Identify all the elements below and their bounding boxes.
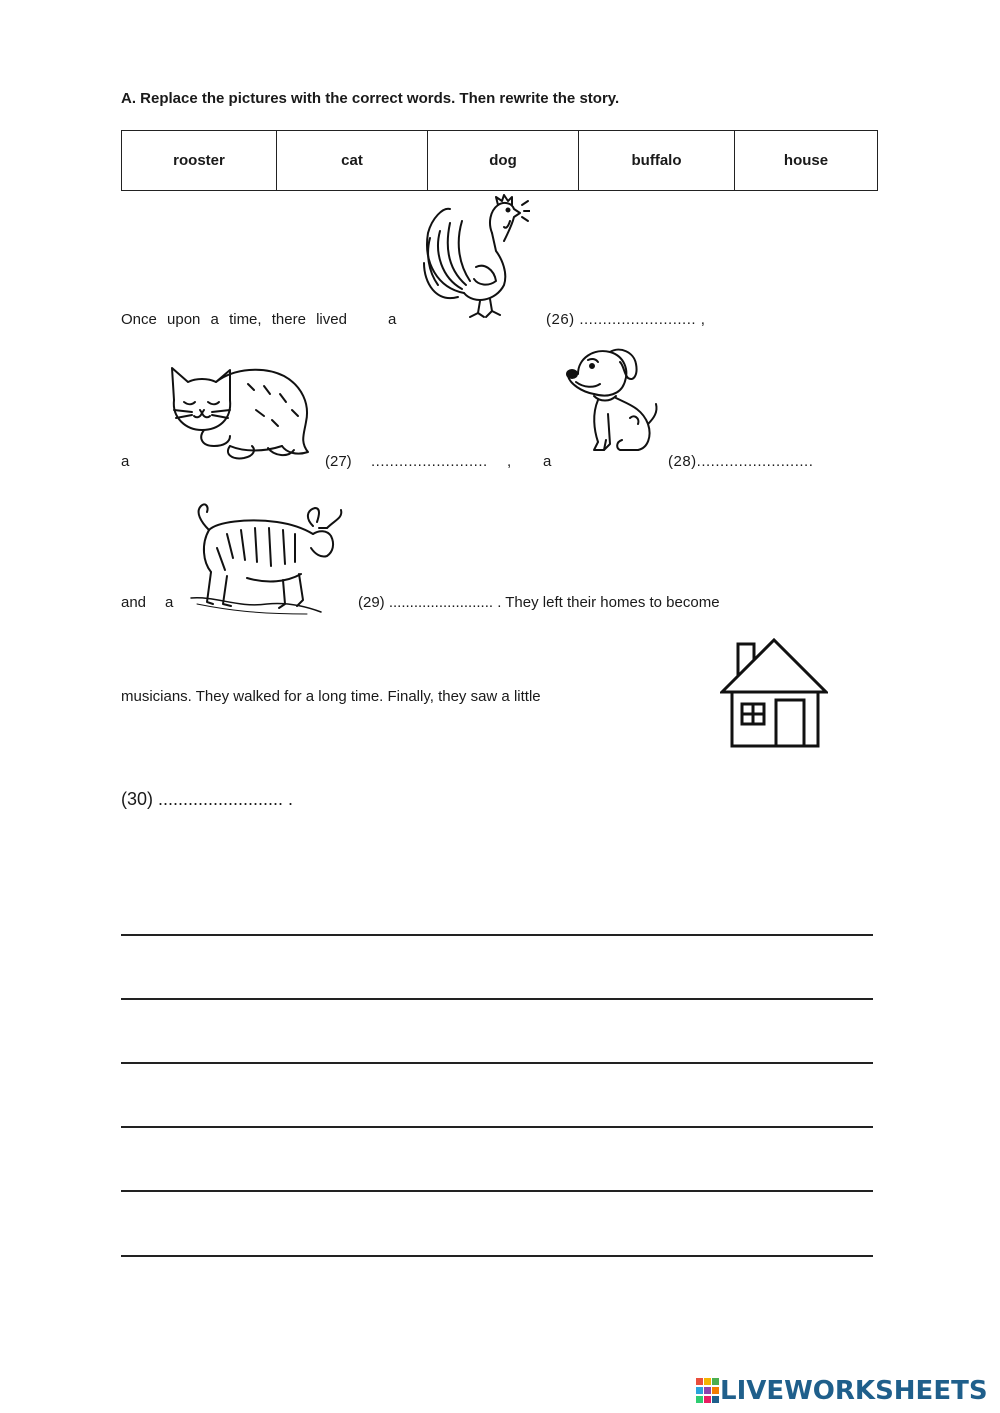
article-a: a [165,594,174,611]
writing-line[interactable] [121,1190,873,1192]
house-picture [720,638,828,748]
writing-line[interactable] [121,1255,873,1257]
story-line-4: musicians. They walked for a long time. Finally, they saw a little [121,688,541,705]
cat-picture [164,360,312,464]
answer-blank-27[interactable]: ......................... [371,453,488,470]
brand-name: LIVEWORKSHEETS [720,1376,988,1406]
liveworksheets-logo [696,1376,988,1406]
word-bank-cell: buffalo [579,131,735,191]
logo-blocks-icon [696,1378,720,1404]
writing-line[interactable] [121,1062,873,1064]
answer-blank-30[interactable]: (30) ......................... . [121,789,294,809]
dog-picture [564,344,660,456]
article-a: a [388,311,397,328]
writing-line[interactable] [121,1126,873,1128]
word-bank-cell: rooster [122,131,277,191]
instruction-heading: A. Replace the pictures with the correct words. Then rewrite the story. [121,90,620,107]
writing-line[interactable] [121,998,873,1000]
rooster-picture [418,193,530,319]
answer-blank-28[interactable]: (28)......................... [668,453,814,470]
question-number-27: (27) [325,453,352,470]
story-line-1: Once upon a time, there lived [121,311,347,328]
comma: , [507,453,512,470]
answer-blank-26[interactable]: (26) ......................... , [546,311,706,328]
answer-blank-29-line[interactable]: (29) ......................... . They left their homes to become [358,594,720,611]
conjunction-and: and [121,594,147,611]
article-a: a [121,453,130,470]
word-bank-cell: dog [428,131,579,191]
word-bank-table [121,130,878,191]
word-bank-cell: cat [277,131,428,191]
word-bank-cell: house [735,131,878,191]
buffalo-picture [187,500,345,618]
article-a: a [543,453,552,470]
writing-line[interactable] [121,934,873,936]
